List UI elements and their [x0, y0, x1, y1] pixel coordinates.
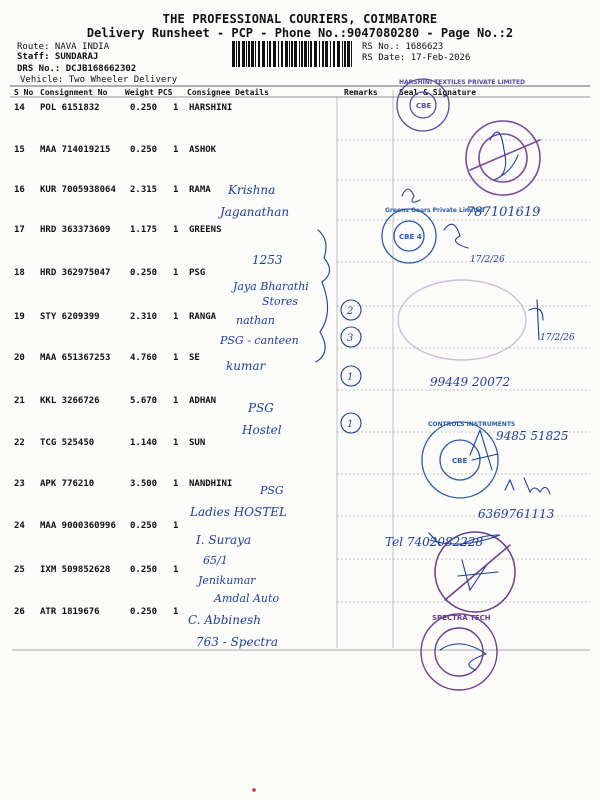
- cell-sno: 25: [14, 565, 25, 575]
- cell-pcs: 1: [173, 353, 179, 363]
- cell-pcs: 1: [173, 438, 179, 448]
- cell-consignee: PSG: [189, 268, 206, 278]
- vehicle-label: Vehicle: Two Wheeler Delivery: [20, 75, 178, 85]
- cell-consignee: HARSHINI: [189, 103, 233, 113]
- stamp-text: SPECTRA TECH: [432, 614, 491, 622]
- cell-weight: 2.315: [130, 185, 158, 195]
- cell-weight: 0.250: [130, 521, 158, 531]
- bracket-scribble: [316, 230, 330, 362]
- col-remarks: Remarks: [344, 88, 378, 97]
- handwritten-note: 1: [347, 419, 354, 430]
- cell-sno: 21: [14, 396, 25, 406]
- cell-pcs: 1: [173, 268, 179, 278]
- cell-weight: 3.500: [130, 479, 158, 489]
- handwritten-note: nathan: [236, 314, 275, 327]
- handwritten-note: PSG: [248, 401, 274, 415]
- cell-consignment: KKL 3266726: [40, 396, 100, 406]
- cell-pcs: 1: [173, 312, 179, 322]
- cell-consignment: POL 6151832: [40, 103, 100, 113]
- cell-sno: 15: [14, 145, 25, 155]
- handwritten-note: Ladies HOSTEL: [190, 505, 287, 519]
- cell-pcs: 1: [173, 396, 179, 406]
- company-stamp: [466, 121, 540, 195]
- cell-sno: 20: [14, 353, 25, 363]
- ink-dot: [252, 788, 256, 792]
- cell-consignee: SUN: [189, 438, 206, 448]
- cell-consignment: KUR 7005938064: [40, 185, 116, 195]
- cell-consignment: TCG 525450: [40, 438, 95, 448]
- company-stamp: [421, 614, 497, 690]
- cell-weight: 0.250: [130, 145, 158, 155]
- handwritten-note: Jaganathan: [220, 205, 290, 219]
- cell-weight: 1.175: [130, 225, 158, 235]
- stamp-text: CBE: [452, 457, 468, 465]
- handwritten-note: Amdal Auto: [214, 592, 280, 605]
- cell-consignee: GREENS: [189, 225, 222, 235]
- cell-pcs: 1: [173, 145, 179, 155]
- cell-consignee: RAMA: [189, 185, 211, 195]
- cell-sno: 24: [14, 521, 25, 531]
- col-pcs: PCS: [158, 88, 173, 97]
- cell-consignment: STY 6209399: [40, 312, 100, 322]
- cell-consignment: MAA 714019215: [40, 145, 111, 155]
- cell-consignee: RANGA: [189, 312, 217, 322]
- handwritten-note: Jaya Bharathi: [233, 280, 309, 293]
- signature-scribble: [505, 478, 550, 494]
- circled-number: 1: [347, 372, 354, 383]
- cell-consignee: SE: [189, 353, 200, 363]
- cell-consignment: HRD 362975047: [40, 268, 111, 278]
- staff-label: Staff: SUNDARAJ: [17, 52, 99, 62]
- handwritten-note: Krishna: [228, 183, 276, 197]
- cell-weight: 5.670: [130, 396, 158, 406]
- handwritten-note: PSG: [260, 484, 284, 497]
- handwritten-phone: 6369761113: [478, 507, 555, 521]
- cell-pcs: 1: [173, 103, 179, 113]
- cell-weight: 0.250: [130, 565, 158, 575]
- runsheet-title: Delivery Runsheet - PCP - Phone No.:9047080280 - Page No.:2: [86, 26, 514, 40]
- cell-sno: 18: [14, 268, 25, 278]
- handwritten-date: 17/2/26: [540, 333, 575, 343]
- cell-consignee: ASHOK: [189, 145, 217, 155]
- col-consignee: Consignee Details: [187, 88, 269, 97]
- drs-number: DRS No.: DCJB168662302: [17, 64, 137, 74]
- cell-weight: 2.310: [130, 312, 158, 322]
- cell-weight: 0.250: [130, 268, 158, 278]
- stamp-text: CBE 4: [399, 233, 422, 241]
- handwritten-phone: Tel 7402082228: [385, 535, 484, 549]
- cell-pcs: 1: [173, 185, 179, 195]
- signature-scribble: [444, 224, 468, 248]
- rs-date: RS Date: 17-Feb-2026: [362, 53, 471, 63]
- cell-sno: 22: [14, 438, 25, 448]
- handwritten-phone: 99449 20072: [430, 375, 511, 389]
- cell-consignee: NANDHINI: [189, 479, 233, 489]
- route-label: Route: NAVA INDIA: [17, 42, 110, 52]
- circled-number: 2: [347, 306, 354, 317]
- cell-sno: 14: [14, 103, 25, 113]
- col-consignment: Consignment No: [40, 88, 108, 97]
- signature-scribble: [458, 560, 498, 590]
- handwritten-phone: 787101619: [466, 205, 541, 220]
- cell-pcs: 1: [173, 607, 179, 617]
- col-sno: S No: [14, 88, 34, 97]
- cell-consignment: ATR 1819676: [40, 607, 100, 617]
- signature-scribble: [470, 430, 498, 470]
- handwritten-note: 763 - Spectra: [196, 635, 279, 649]
- handwritten-note: 1253: [252, 253, 283, 267]
- company-title: THE PROFESSIONAL COURIERS, COIMBATORE: [162, 12, 438, 26]
- handwritten-note: Jenikumar: [198, 574, 256, 587]
- stamp-text: CBE: [416, 102, 432, 110]
- cell-pcs: 1: [173, 479, 179, 489]
- circled-number: 3: [347, 333, 354, 344]
- cell-consignment: IXM 509852628: [40, 565, 111, 575]
- cell-sno: 16: [14, 185, 25, 195]
- col-seal-signature: Seal & Signature: [399, 88, 477, 97]
- stamp-text: Greens Gears Private Limited: [385, 207, 485, 214]
- col-weight: Weight: [125, 88, 154, 97]
- faint-stamp: [398, 280, 526, 360]
- handwritten-phone: 9485 51825: [496, 429, 569, 443]
- cell-weight: 0.250: [130, 607, 158, 617]
- stamp-text: HARSHINI TEXTILES PRIVATE LIMITED: [399, 79, 526, 86]
- cell-consignee: ADHAN: [189, 396, 217, 406]
- handwritten-date: 17/2/26: [470, 255, 505, 265]
- handwritten-note: 65/1: [203, 554, 228, 567]
- cell-sno: 17: [14, 225, 25, 235]
- handwritten-note: Stores: [262, 295, 298, 308]
- cell-weight: 4.760: [130, 353, 158, 363]
- cell-sno: 19: [14, 312, 25, 322]
- handwritten-note: C. Abbinesh: [188, 613, 261, 627]
- cell-consignment: MAA 651367253: [40, 353, 111, 363]
- cell-consignment: HRD 363373609: [40, 225, 111, 235]
- cell-weight: 0.250: [130, 103, 158, 113]
- cell-weight: 1.140: [130, 438, 158, 448]
- handwritten-note: I. Suraya: [196, 533, 252, 547]
- cell-consignment: APK 776210: [40, 479, 95, 489]
- handwritten-note: PSG - canteen: [220, 334, 299, 347]
- handwritten-note: kumar: [226, 359, 266, 373]
- cell-pcs: 1: [173, 225, 179, 235]
- cell-sno: 26: [14, 607, 25, 617]
- cell-consignment: MAA 9000360996: [40, 521, 116, 531]
- cell-pcs: 1: [173, 521, 179, 531]
- signature-scribble: [402, 189, 420, 202]
- cell-sno: 23: [14, 479, 25, 489]
- cell-pcs: 1: [173, 565, 179, 575]
- rs-number: RS No.: 1686623: [362, 42, 444, 52]
- handwritten-note: Hostel: [242, 423, 282, 437]
- stamp-text: CONTROLS INSTRUMENTS: [428, 421, 516, 428]
